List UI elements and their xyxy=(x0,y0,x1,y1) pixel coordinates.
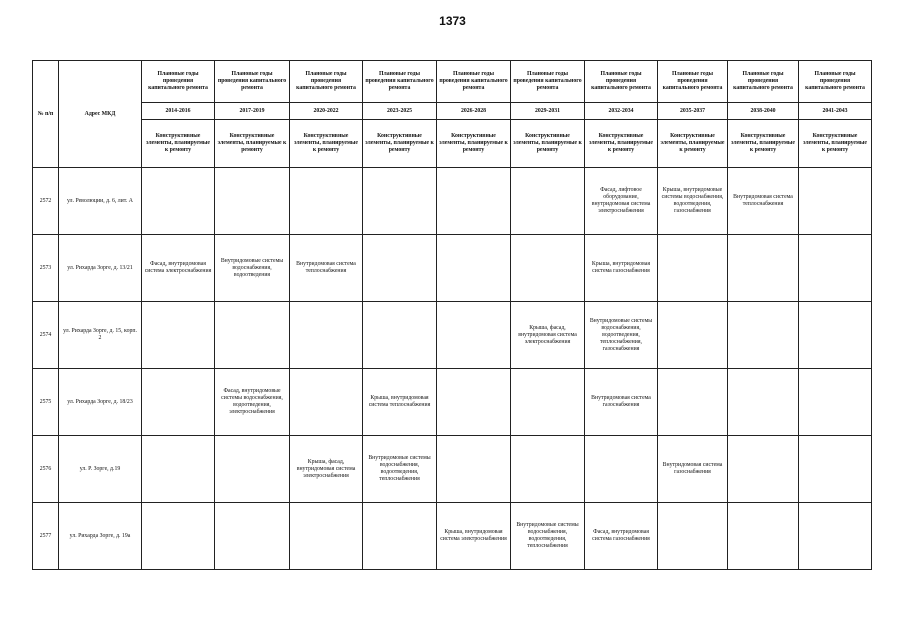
period-cell: 2041-2043 xyxy=(799,103,872,120)
period-cell: 2020-2022 xyxy=(290,103,363,120)
row-number: 2574 xyxy=(33,302,59,369)
plan-header: Плановые годы проведения капитального ремонта xyxy=(215,61,290,103)
row-number: 2573 xyxy=(33,235,59,302)
element-header-row xyxy=(33,120,872,168)
repair-cell: Крыша, фасад, внутридомовая система электроснабжения xyxy=(290,436,363,503)
repair-cell: Фасад, внутридомовая система газоснабжения xyxy=(585,503,658,570)
repair-cell xyxy=(437,235,511,302)
element-header: Конструктивные элементы, планируемые к ремонту xyxy=(585,120,658,168)
repair-cell: Внутридомовая система теплоснабжения xyxy=(290,235,363,302)
period-cell: 2014-2016 xyxy=(142,103,215,120)
period-cell: 2017-2019 xyxy=(215,103,290,120)
repair-cell xyxy=(290,369,363,436)
repair-cell: Внутридомовые системы водоснабжения, водоотведения, теплоснабжения xyxy=(511,503,585,570)
plan-header: Плановые годы проведения капитального ремонта xyxy=(511,61,585,103)
repair-cell xyxy=(290,302,363,369)
row-address: ул. Революции, д. 6, лит. А xyxy=(59,168,142,235)
repair-cell xyxy=(511,369,585,436)
repair-cell xyxy=(363,168,437,235)
element-header: Конструктивные элементы, планируемые к ремонту xyxy=(799,120,872,168)
repair-cell xyxy=(799,503,872,570)
row-number: 2576 xyxy=(33,436,59,503)
table-row xyxy=(33,436,872,503)
repair-cell xyxy=(728,369,799,436)
repair-cell: Внутридомовые системы водоснабжения, водоотведения, теплоснабжения xyxy=(363,436,437,503)
table-row xyxy=(33,168,872,235)
repair-cell xyxy=(142,302,215,369)
element-header: Конструктивные элементы, планируемые к ремонту xyxy=(511,120,585,168)
repair-cell xyxy=(142,436,215,503)
repair-cell xyxy=(363,503,437,570)
plan-header: Плановые годы проведения капитального ремонта xyxy=(437,61,511,103)
repair-cell xyxy=(585,436,658,503)
repair-cell: Крыша, внутридомовая система теплоснабжения xyxy=(363,369,437,436)
row-number: 2572 xyxy=(33,168,59,235)
element-header: Конструктивные элементы, планируемые к ремонту xyxy=(363,120,437,168)
repair-cell xyxy=(799,436,872,503)
period-cell: 2023-2025 xyxy=(363,103,437,120)
row-number: 2575 xyxy=(33,369,59,436)
repair-cell xyxy=(728,503,799,570)
repair-cell xyxy=(658,503,728,570)
element-header: Конструктивные элементы, планируемые к ремонту xyxy=(215,120,290,168)
repair-cell xyxy=(290,503,363,570)
plan-header: Плановые годы проведения капитального ремонта xyxy=(363,61,437,103)
period-cell: 2029-2031 xyxy=(511,103,585,120)
repair-cell: Внутридомовые системы водоснабжения, водоотведения xyxy=(215,235,290,302)
period-cell: 2032-2034 xyxy=(585,103,658,120)
num-header: № п/п xyxy=(33,61,59,168)
period-cell: 2038-2040 xyxy=(728,103,799,120)
element-header: Конструктивные элементы, планируемые к ремонту xyxy=(658,120,728,168)
plan-header: Плановые годы проведения капитального ремонта xyxy=(585,61,658,103)
repair-cell xyxy=(799,168,872,235)
table-row xyxy=(33,503,872,570)
row-address: ул. Р. Зорге, д.19 xyxy=(59,436,142,503)
element-header: Конструктивные элементы, планируемые к ремонту xyxy=(437,120,511,168)
table-row xyxy=(33,369,872,436)
plan-header-row xyxy=(33,61,872,103)
repair-cell xyxy=(799,235,872,302)
plan-header: Плановые годы проведения капитального ремонта xyxy=(658,61,728,103)
repair-cell xyxy=(728,436,799,503)
table-row xyxy=(33,302,872,369)
repair-cell xyxy=(437,168,511,235)
capital-repair-table xyxy=(32,60,872,570)
element-header: Конструктивные элементы, планируемые к ремонту xyxy=(142,120,215,168)
row-address: ул. Рихарда Зорге, д. 13/21 xyxy=(59,235,142,302)
repair-cell xyxy=(511,168,585,235)
repair-cell xyxy=(658,302,728,369)
row-number: 2577 xyxy=(33,503,59,570)
repair-cell: Крыша, внутридомовая система газоснабжения xyxy=(585,235,658,302)
plan-header: Плановые годы проведения капитального ремонта xyxy=(728,61,799,103)
repair-cell xyxy=(215,168,290,235)
repair-cell xyxy=(142,503,215,570)
repair-cell xyxy=(511,235,585,302)
repair-cell: Крыша, фасад, внутридомовая система электроснабжения xyxy=(511,302,585,369)
repair-cell xyxy=(658,369,728,436)
element-header: Конструктивные элементы, планируемые к ремонту xyxy=(290,120,363,168)
repair-cell xyxy=(437,369,511,436)
repair-cell: Внутридомовая система теплоснабжения xyxy=(728,168,799,235)
repair-cell: Фасад, лифтовое оборудование, внутридомовая система электроснабжения xyxy=(585,168,658,235)
repair-cell xyxy=(142,369,215,436)
plan-header: Плановые годы проведения капитального ремонта xyxy=(142,61,215,103)
repair-cell xyxy=(658,235,728,302)
repair-cell: Крыша, внутридомовая система электроснабжения xyxy=(437,503,511,570)
repair-cell xyxy=(215,436,290,503)
table-row xyxy=(33,235,872,302)
repair-cell: Внутридомовые системы водоснабжения, водоотведения, теплоснабжения, газоснабжения xyxy=(585,302,658,369)
repair-cell xyxy=(728,302,799,369)
repair-cell xyxy=(799,302,872,369)
element-header: Конструктивные элементы, планируемые к ремонту xyxy=(728,120,799,168)
row-address: ул. Рихарда Зорге, д. 19а xyxy=(59,503,142,570)
page-number: 1373 xyxy=(439,14,466,28)
repair-cell: Крыша, внутридомовые системы водоснабжения, водоотведения, газоснабжения xyxy=(658,168,728,235)
plan-header: Плановые годы проведения капитального ремонта xyxy=(290,61,363,103)
row-address: ул. Рихарда Зорге, д. 15, корп. 2 xyxy=(59,302,142,369)
repair-cell: Внутридомовая система газоснабжения xyxy=(585,369,658,436)
period-row xyxy=(33,103,872,120)
repair-cell: Фасад, внутридомовые системы водоснабжения, водоотведения, электроснабжения xyxy=(215,369,290,436)
repair-cell xyxy=(437,302,511,369)
period-cell: 2026-2028 xyxy=(437,103,511,120)
repair-cell xyxy=(215,503,290,570)
repair-cell xyxy=(511,436,585,503)
repair-cell: Фасад, внутридомовая система электроснабжения xyxy=(142,235,215,302)
repair-cell: Внутридомовая система газоснабжения xyxy=(658,436,728,503)
repair-cell xyxy=(728,235,799,302)
address-header: Адрес МКД xyxy=(59,61,142,168)
plan-header: Плановые годы проведения капитального ремонта xyxy=(799,61,872,103)
repair-cell xyxy=(437,436,511,503)
repair-cell xyxy=(142,168,215,235)
repair-cell xyxy=(363,302,437,369)
repair-cell xyxy=(215,302,290,369)
repair-cell xyxy=(799,369,872,436)
period-cell: 2035-2037 xyxy=(658,103,728,120)
repair-cell xyxy=(363,235,437,302)
row-address: ул. Рихарда Зорге, д. 18/23 xyxy=(59,369,142,436)
repair-cell xyxy=(290,168,363,235)
